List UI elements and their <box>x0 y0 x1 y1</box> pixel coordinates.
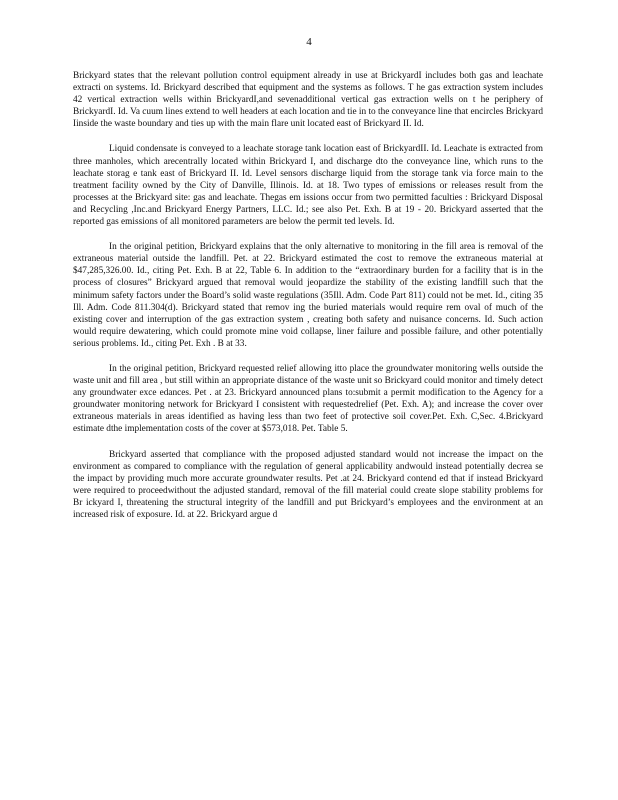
paragraph-4: In the original petition, Brickyard requested relief allowing itto place the groundwater monitoring wells outside the waste unit and fill area , but still within an appropriate distance of the waste unit so Brickyard could monitor and timely detect any groundwater exce edances. Pet . at 23. Brickyard announced plans to:submit a permit modification to the Agency for a groundwater monitoring network for Brickyard I consistent with requestedrelief (Pet. Exh. A); and increase the cover over extraneous materials in areas identified as having less than two feet of protective soil cover.Pet. Exh. C,Sec. 4.Brickyard estimate dthe implementation costs of the cover at $573,018. Pet. Table 5. <box>73 363 543 435</box>
paragraph-1: Brickyard states that the relevant pollution control equipment already in use at BrickyardI includes both gas and leachate extracti on systems. Id. Brickyard described that equipment and the systems as follows. T he gas extraction system includes 42 vertical extraction wells within BrickyardI,and sevenadditional vertical gas extraction wells on t he periphery of BrickyardI. Id. Va cuum lines extend to well headers at each location and tie in to the conveyance line that encircles Brickyard Iinside the waste boundary and ties up with the main flare unit located east of Brickyard II. Id. <box>73 71 543 130</box>
document-body <box>73 70 543 534</box>
paragraph-2: Liquid condensate is conveyed to a leachate storage tank location east of BrickyardII. Id. Leachate is extracted from three manholes, which arecentrally located within Brickyard I, and discharge dto the conveyance line, which runs to the leachate storag e tank east of Brickyard II. Id. Level sensors discharge liquid from the storage tank via force main to the treatment facility owned by the City of Danville, Illinois. Id. at 18. Two types of emissions or releases result from the processes at the Brickyard site: gas and leachate. Thegas em issions occur from two permitted faculties : Brickyard Disposal and Recycling ,Inc.and Brickyard Energy Partners, LLC. Id.; see also Pet. Exh. B at 19 - 20. Brickyard asserted that the reported gas emissions of all monitored parameters are below the permit ted levels. Id. <box>73 144 543 228</box>
paragraph-3: In the original petition, Brickyard explains that the only alternative to monitoring in the fill area is removal of the extraneous material outside the landfill. Pet. at 22. Brickyard estimated the cost to remove the extraneous material at $47,285,326.00. Id., citing Pet. Exh. B at 22, Table 6. In addition to the “extraordinary burden for a facility that is in the process of closures” Brickyard argued that removal would jeopardize the stability of the existing landfill such that the minimum safety factors under the Board’s solid waste regulations (35Ill. Adm. Code Part 811) could not be met. Id., citing 35 Ill. Adm. Code 811.304(d). Brickyard stated that remov ing the buried materials would require rem oval of much of the existing cover and interruption of the gas extraction system , creating both safety and nuisance concerns. Id. Such action would require dewatering, which could promote mine void collapse, liner failure and possible failure, and other potentially serious problems. Id., citing Pet. Exh . B at 33. <box>73 242 543 349</box>
page-number: 4 <box>306 36 312 48</box>
paragraph-5: Brickyard asserted that compliance with the proposed adjusted standard would not increase the impact on the environment as compared to compliance with the regulation of general applicability andwould instead potentially decrea se the impact by providing much more accurate groundwater results. Pet .at 24. Brickyard contend ed that if instead Brickyard were required to proceedwithout the adjusted standard, removal of the fill material could create slope stability problems for Br ickyard I, threatening the structural integrity of the landfill and put Brickyard’s employees and the environment at an increased risk of exposure. Id. at 22. Brickyard argue d <box>73 449 543 520</box>
